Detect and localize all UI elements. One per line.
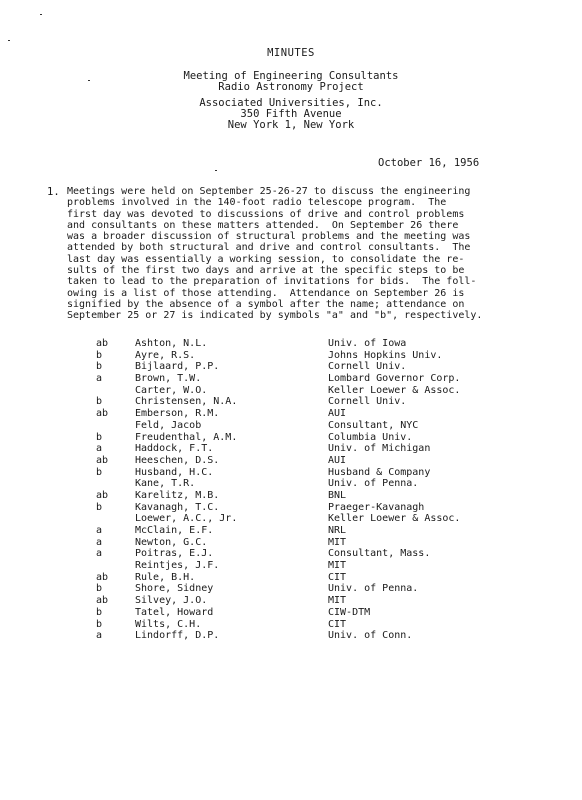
attendee-row	[0, 443, 582, 455]
attendee-affiliation: AUI	[328, 408, 347, 420]
attendance-code: b	[96, 396, 103, 408]
attendee-name: Shore, Sidney	[135, 583, 214, 595]
attendee-row	[0, 478, 582, 490]
paragraph-line: September 25 or 27 is indicated by symbols "a" and "b", respectively.	[67, 310, 483, 322]
paragraph-line: Meetings were held on September 25-26-27 to discuss the engineering	[67, 186, 471, 197]
attendance-code: b	[96, 349, 103, 361]
attendee-affiliation: Praeger-Kavanagh	[328, 501, 425, 513]
attendee-affiliation: CIT	[328, 571, 347, 583]
paragraph-line: taken to lead to the preparation of invitations for bids. The foll-	[67, 276, 477, 288]
attendee-affiliation: Univ. of Conn.	[328, 630, 413, 642]
attendee-name: Tatel, Howard	[135, 606, 214, 618]
attendee-name: Carter, W.O.	[135, 384, 208, 396]
attendance-code: ab	[96, 408, 109, 420]
attendance-code: ab	[96, 338, 109, 349]
attendee-affiliation: MIT	[328, 595, 347, 607]
attendee-row	[0, 630, 582, 642]
attendee-name: Wilts, C.H.	[135, 618, 202, 630]
attendee-affiliation: Cornell Univ.	[328, 361, 407, 373]
attendee-name: Karelitz, M.B.	[135, 489, 220, 501]
attendance-code: b	[96, 501, 103, 513]
attendance-code: ab	[96, 454, 109, 466]
attendance-code: a	[96, 548, 103, 560]
paragraph-line: owing is a list of those attending. Attendance on September 26 is	[67, 287, 465, 299]
attendee-name: McClain, E.F.	[135, 525, 214, 536]
attendance-code: b	[96, 583, 103, 595]
attendee-row	[0, 607, 582, 619]
attendee-name: Freudenthal, A.M.	[135, 431, 238, 443]
attendee-row	[0, 338, 582, 350]
document-date: October 16, 1956	[378, 157, 480, 169]
attendee-affiliation: Univ. of Iowa	[328, 338, 407, 349]
attendee-row	[0, 583, 582, 595]
attendee-name: Reintjes, J.F.	[135, 560, 220, 572]
attendee-name: Christensen, N.A.	[135, 396, 238, 408]
attendee-row	[0, 361, 582, 373]
attendance-code: ab	[96, 489, 109, 501]
paragraph-number: 1.	[47, 186, 60, 198]
attendee-row	[0, 560, 582, 572]
attendee-row	[0, 455, 582, 467]
attendee-name: Haddock, F.T.	[135, 443, 214, 455]
attendance-code: a	[96, 525, 103, 536]
attendee-affiliation: MIT	[328, 560, 347, 572]
attendee-name: Silvey, J.O.	[135, 595, 208, 607]
project-heading: Radio Astronomy Project	[218, 81, 364, 93]
attendee-row	[0, 432, 582, 444]
attendance-code: b	[96, 606, 103, 618]
attendee-row	[0, 350, 582, 362]
attendee-name: Rule, B.H.	[135, 571, 196, 583]
attendee-row	[0, 537, 582, 549]
attendance-code: b	[96, 618, 103, 630]
attendee-affiliation: Univ. of Penna.	[328, 583, 419, 595]
attendee-name: Lindorff, D.P.	[135, 630, 220, 642]
attendee-name: Kavanagh, T.C.	[135, 501, 220, 513]
attendee-row	[0, 396, 582, 408]
attendee-affiliation: Columbia Univ.	[328, 431, 413, 443]
attendee-row	[0, 595, 582, 607]
attendee-row	[0, 513, 582, 525]
attendee-row	[0, 502, 582, 514]
paragraph-line: and consultants on these matters attended. On September 26 there	[67, 219, 459, 231]
attendee-affiliation: Lombard Governor Corp.	[328, 373, 461, 385]
paragraph-body	[67, 186, 557, 322]
attendee-affiliation: Cornell Univ.	[328, 396, 407, 408]
attendee-affiliation: NRL	[328, 525, 347, 536]
attendee-row	[0, 467, 582, 479]
attendee-affiliation: BNL	[328, 489, 347, 501]
attendee-row	[0, 373, 582, 385]
attendee-affiliation: Johns Hopkins Univ.	[328, 349, 443, 361]
paragraph-line: attended by both structural and drive and control consultants. The	[67, 242, 471, 254]
attendee-affiliation: Husband & Company	[328, 466, 431, 478]
attendee-affiliation: Keller Loewer & Assoc.	[328, 384, 461, 396]
attendee-affiliation: Keller Loewer & Assoc.	[328, 513, 461, 525]
attendee-name: Emberson, R.M.	[135, 408, 220, 420]
attendee-name: Husband, H.C.	[135, 466, 214, 478]
paragraph-line: sults of the first two days and arrive at the specific steps to be	[67, 265, 465, 277]
attendee-name: Kane, T.R.	[135, 478, 196, 490]
attendee-affiliation: Consultant, NYC	[328, 419, 419, 431]
attendance-code: b	[96, 361, 103, 373]
scan-speck	[40, 14, 42, 15]
attendee-affiliation: Univ. of Michigan	[328, 443, 431, 455]
scan-speck	[8, 40, 10, 41]
attendance-code: a	[96, 373, 103, 385]
attendee-name: Ashton, N.L.	[135, 338, 208, 349]
attendee-row	[0, 619, 582, 631]
attendee-row	[0, 408, 582, 420]
paragraph-line: was a broader discussion of structural problems and the meeting was	[67, 231, 471, 243]
attendee-affiliation: CIT	[328, 618, 347, 630]
paragraph-line: problems involved in the 140-foot radio telescope program. The	[67, 197, 447, 209]
attendance-code: a	[96, 630, 103, 642]
city-address: New York 1, New York	[227, 119, 355, 131]
attendance-code: b	[96, 466, 103, 478]
attendee-row	[0, 572, 582, 584]
attendance-list	[0, 338, 582, 642]
attendee-row	[0, 490, 582, 502]
attendee-name: Loewer, A.C., Jr.	[135, 513, 238, 525]
attendee-affiliation: AUI	[328, 454, 347, 466]
attendee-name: Heeschen, D.S.	[135, 454, 220, 466]
attendee-row	[0, 525, 582, 537]
attendee-affiliation: MIT	[328, 536, 347, 548]
paragraph-line: signified by the absence of a symbol after the name; attendance on	[67, 298, 465, 310]
attendee-name: Bijlaard, P.P.	[135, 361, 220, 373]
attendance-code: ab	[96, 595, 109, 607]
paragraph-line: last day was essentially a working session, to consolidate the re-	[67, 253, 465, 265]
attendance-code: ab	[96, 571, 109, 583]
attendee-name: Brown, T.W.	[135, 373, 202, 385]
scan-speck	[215, 170, 217, 171]
meeting-heading: Meeting of Engineering Consultants	[183, 70, 399, 82]
paragraph-line: first day was devoted to discussions of drive and control problems	[67, 208, 465, 220]
attendee-row	[0, 385, 582, 397]
attendance-code: a	[96, 536, 103, 548]
attendee-name: Feld, Jacob	[135, 419, 202, 431]
organization-name: Associated Universities, Inc.	[199, 97, 383, 109]
attendee-name: Newton, G.C.	[135, 536, 208, 548]
attendee-affiliation: Univ. of Penna.	[328, 478, 419, 490]
attendance-code: a	[96, 443, 103, 455]
attendee-affiliation: CIW-DTM	[328, 606, 371, 618]
attendee-row	[0, 420, 582, 432]
attendee-affiliation: Consultant, Mass.	[328, 548, 431, 560]
attendee-name: Poitras, E.J.	[135, 548, 214, 560]
attendee-name: Ayre, R.S.	[135, 349, 196, 361]
attendance-code: b	[96, 431, 103, 443]
document-title: MINUTES	[267, 47, 315, 59]
street-address: 350 Fifth Avenue	[240, 108, 342, 120]
attendee-row	[0, 548, 582, 560]
